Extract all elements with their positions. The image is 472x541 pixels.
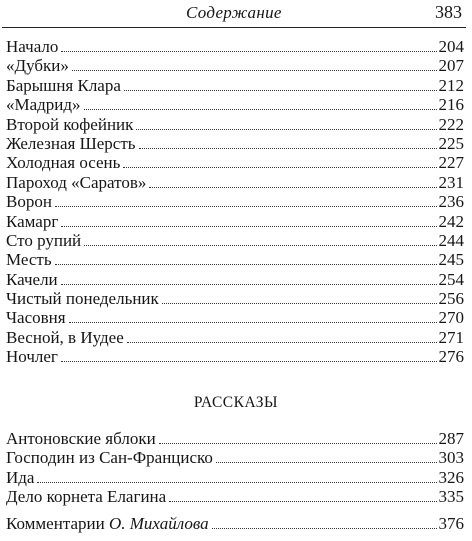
dot-leader	[84, 245, 436, 246]
dot-leader	[159, 443, 437, 444]
toc-entry	[6, 37, 464, 56]
entry-title: «Дубки»	[6, 56, 69, 76]
dot-leader	[55, 206, 437, 207]
toc-main-list	[6, 37, 464, 367]
entry-page: 204	[438, 37, 464, 56]
entry-page: 335	[438, 487, 464, 507]
entry-page: 270	[438, 308, 464, 328]
entry-page: 326	[438, 467, 464, 487]
entry-title: Ида	[6, 467, 35, 487]
toc-entry	[6, 95, 464, 114]
entry-page: 212	[438, 75, 464, 95]
toc-entry	[6, 153, 464, 172]
dot-leader	[61, 284, 437, 285]
entry-page: 376	[438, 514, 464, 533]
toc-entry	[6, 328, 464, 347]
running-title: Содержание	[186, 3, 282, 22]
entry-page: 254	[438, 269, 464, 289]
entry-title: Весной, в Иудее	[6, 327, 124, 347]
dot-leader	[149, 187, 436, 188]
entry-title	[6, 514, 209, 533]
entry-page: 256	[438, 289, 464, 309]
dot-leader	[55, 264, 437, 265]
entry-page: 303	[438, 448, 464, 468]
page-number: 383	[435, 2, 462, 22]
toc-entry	[6, 250, 464, 269]
entry-page: 222	[438, 114, 464, 134]
dot-leader	[37, 482, 436, 483]
dot-leader	[124, 90, 437, 91]
toc-entry	[6, 56, 464, 75]
dot-leader	[123, 167, 436, 168]
toc-entry	[6, 76, 464, 95]
entry-page: 287	[438, 429, 464, 448]
entry-title: Холодная осень	[6, 153, 121, 173]
dot-leader	[212, 528, 437, 529]
entry-page: 244	[438, 230, 464, 250]
toc-stories-list	[6, 429, 464, 507]
entry-title: Второй кофейник	[6, 114, 134, 134]
dot-leader	[61, 361, 437, 362]
entry-title: Начало	[6, 37, 59, 56]
dot-leader	[216, 462, 437, 463]
entry-page: 227	[438, 153, 464, 173]
toc-entry	[6, 212, 464, 231]
entry-page: 207	[438, 56, 464, 76]
section-heading-stories: РАССКАЗЫ	[193, 394, 279, 411]
toc-entry	[6, 231, 464, 250]
toc-entry	[6, 192, 464, 211]
dot-leader	[136, 129, 436, 130]
entry-page: 245	[438, 250, 464, 270]
toc-entry	[6, 487, 464, 506]
entry-page: 225	[438, 133, 464, 153]
header-rule	[2, 27, 466, 28]
running-head	[0, 0, 472, 28]
entry-page: 236	[438, 192, 464, 212]
toc-comments-list	[6, 514, 464, 533]
dot-leader	[61, 51, 436, 52]
toc-entry	[6, 115, 464, 134]
entry-title: Часовня	[6, 308, 66, 328]
toc-entry	[6, 429, 464, 448]
toc-entry	[6, 173, 464, 192]
entry-page: 242	[438, 211, 464, 231]
toc-entry	[6, 347, 464, 366]
entry-title: Ворон	[6, 192, 52, 212]
entry-title: Чистый понедельник	[6, 289, 159, 309]
entry-title: Дело корнета Елагина	[6, 487, 167, 507]
toc-entry	[6, 308, 464, 327]
entry-title: Качели	[6, 269, 58, 289]
entry-title: Господин из Сан-Франциско	[6, 448, 213, 468]
comments-author: О. Михайлова	[108, 514, 209, 533]
entry-title: Железная Шерсть	[6, 133, 136, 153]
dot-leader	[127, 342, 437, 343]
entry-page: 276	[438, 347, 464, 367]
entry-title: «Мадрид»	[6, 95, 81, 115]
comments-label: Комментарии	[6, 514, 105, 533]
entry-title: Сто рупий	[6, 230, 82, 250]
entry-title: Пароход «Саратов»	[6, 172, 147, 192]
entry-title: Камарг	[6, 211, 59, 231]
toc-entry	[6, 134, 464, 153]
entry-title: Ночлег	[6, 347, 58, 367]
toc-entry	[6, 468, 464, 487]
toc-entry-comments	[6, 514, 464, 533]
toc-entry	[6, 289, 464, 308]
entry-page: 231	[438, 172, 464, 192]
dot-leader	[61, 226, 436, 227]
dot-leader	[169, 501, 436, 502]
toc-entry	[6, 448, 464, 467]
entry-title: Месть	[6, 250, 52, 270]
entry-title: Антоновские яблоки	[6, 429, 156, 448]
entry-page: 271	[438, 327, 464, 347]
dot-leader	[69, 322, 437, 323]
entry-page: 216	[438, 95, 464, 115]
entry-title: Барышня Клара	[6, 75, 121, 95]
toc-entry	[6, 270, 464, 289]
dot-leader	[72, 70, 437, 71]
dot-leader	[84, 109, 437, 110]
dot-leader	[139, 148, 437, 149]
dot-leader	[162, 303, 437, 304]
